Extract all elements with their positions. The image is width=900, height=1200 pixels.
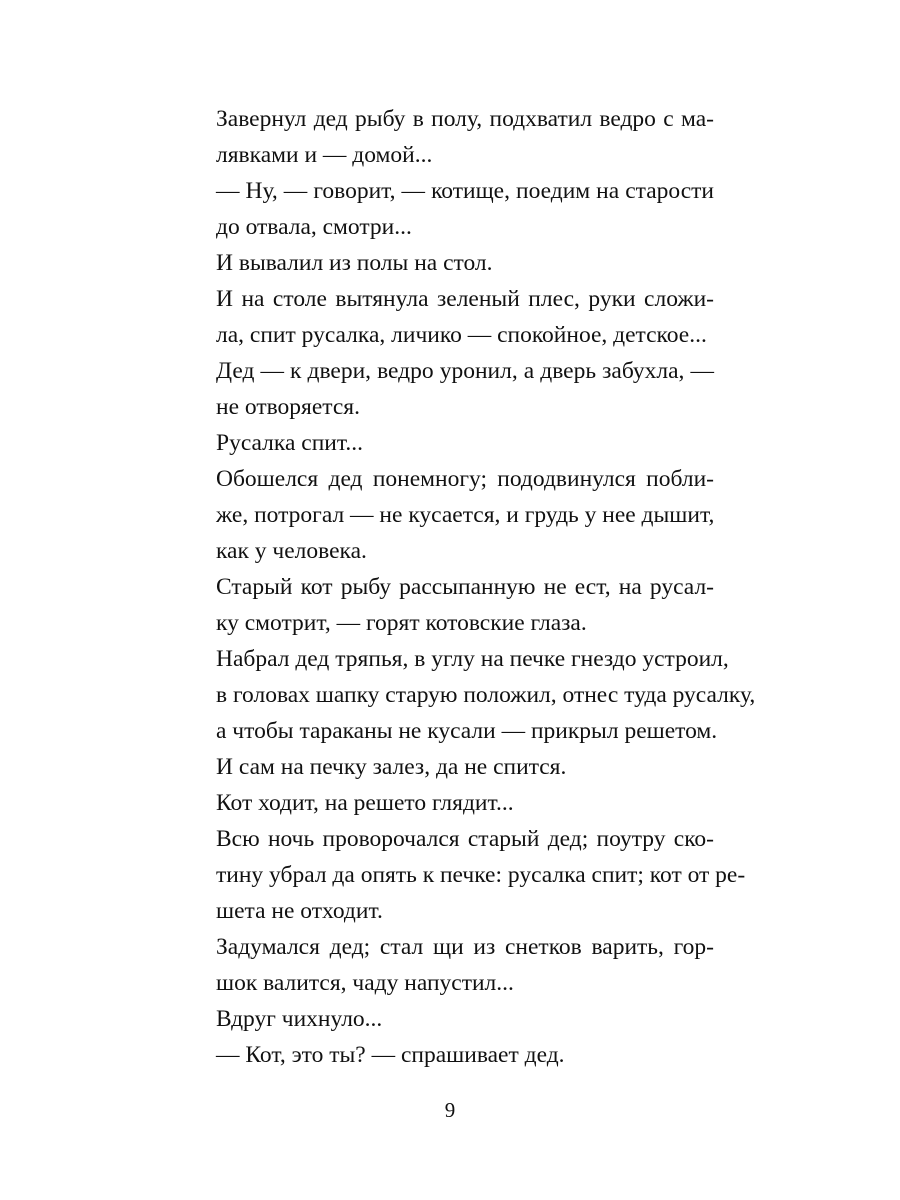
page-number: 9 [444,1098,456,1122]
text-line: до отвала, смотри... [216,214,412,240]
paragraph [186,641,756,749]
paragraph [186,353,714,425]
paragraph [186,929,714,1001]
text-line: И вывалил из полы на стол. [216,250,493,276]
text-line: ла, спит русалка, личико — спокойное, детское... [216,322,707,348]
text-line: ку смотрит, — горят котовские глаза. [216,610,587,636]
paragraph [186,821,746,929]
text-line: Вдруг чихнуло... [216,1006,383,1032]
text-line: тину убрал да опять к печке: русалка спит; кот от ре- [216,862,746,888]
page-body [186,101,756,1073]
paragraph [186,101,714,173]
text-line: — Кот, это ты? — спрашивает дед. [216,1042,565,1068]
text-line: как у человека. [216,538,367,564]
text-line: Всю ночь проворочался старый дед; поутру ско- [216,826,714,852]
text-line: а чтобы тараканы не кусали — прикрыл решетом. [216,718,718,744]
text-line: Старый кот рыбу рассыпанную не ест, на русал- [216,574,714,600]
paragraph [186,461,714,569]
text-line: Кот ходит, на решето глядит... [216,790,514,816]
text-line: не отворяется. [216,394,360,420]
text-line: — Ну, — говорит, — котище, поедим на старости [216,178,714,204]
text-line: Обошелся дед понемногу; пододвинулся побли- [216,466,714,492]
text-line: Дед — к двери, ведро уронил, а дверь забухла, — [216,358,714,384]
paragraph [186,1001,714,1037]
paragraph [186,749,714,785]
text-line: Завернул дед рыбу в полу, подхватил ведро с ма- [216,106,714,132]
text-line: И на столе вытянула зеленый плес, руки сложи- [216,286,714,312]
text-line: шета не отходит. [216,898,383,924]
paragraph [186,173,714,245]
text-line: лявками и — домой... [216,142,433,168]
paragraph [186,569,714,641]
paragraph [186,425,714,461]
text-line: Набрал дед тряпья, в углу на печке гнездо устроил, [216,646,729,672]
text-line: Задумался дед; стал щи из снетков варить, гор- [216,934,714,960]
paragraph [186,1037,714,1073]
paragraph [186,785,714,821]
text-line: Русалка спит... [216,430,363,456]
text-line: шок валится, чаду напустил... [216,970,514,996]
paragraph [186,245,714,281]
paragraph [186,281,714,353]
text-line: же, потрогал — не кусается, и грудь у нее дышит, [216,502,715,528]
text-line: в головах шапку старую положил, отнес туда русалку, [216,682,756,708]
text-line: И сам на печку залез, да не спится. [216,754,567,780]
